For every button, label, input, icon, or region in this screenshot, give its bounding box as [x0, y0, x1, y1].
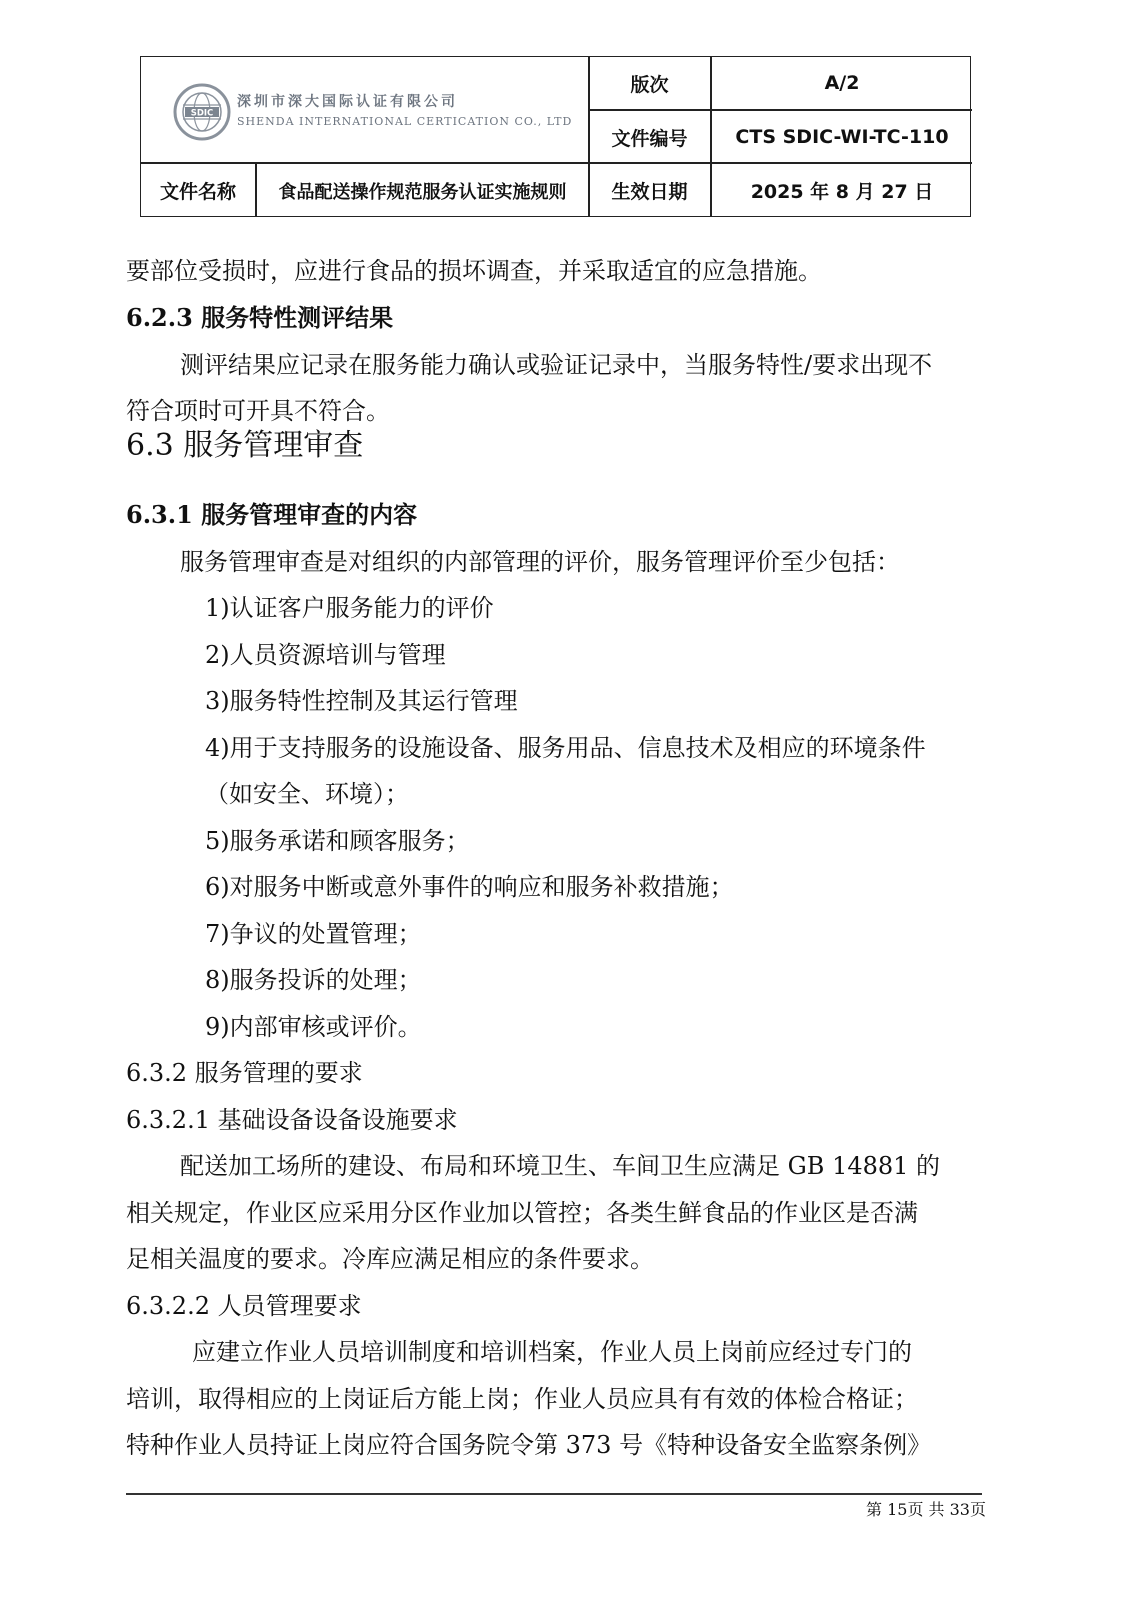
- heading-6-2-3: 6.2.3 服务特性测评结果: [126, 303, 394, 332]
- version-value: A/2: [824, 72, 860, 94]
- paragraph-continuation: 要部位受损时，应进行食品的损坏调查，并采取适宜的应急措施。: [126, 257, 822, 285]
- list-item: 9)内部审核或评价。: [205, 1013, 422, 1041]
- paragraph-6-3-2-1-line-2: 相关规定，作业区应采用分区作业加以管控；各类生鲜食品的作业区是否满: [126, 1199, 918, 1227]
- page-number: 第 15页 共 33页: [866, 1500, 986, 1519]
- company-logo-cell: [141, 57, 589, 163]
- list-item-continuation: （如安全、环境）；: [205, 780, 409, 808]
- company-name-cn: 深圳市深大国际认证有限公司: [237, 94, 458, 110]
- heading-6-3: 6.3 服务管理审查: [126, 428, 364, 463]
- list-item: 6)对服务中断或意外事件的响应和服务补救措施；: [205, 873, 734, 901]
- list-item: 1)认证客户服务能力的评价: [205, 594, 494, 622]
- paragraph-6-3-2-2-line-1: 应建立作业人员培训制度和培训档案，作业人员上岗前应经过专门的: [192, 1338, 912, 1366]
- paragraph-6-3-2-2-line-2: 培训，取得相应的上岗证后方能上岗；作业人员应具有有效的体检合格证；: [126, 1385, 918, 1413]
- paragraph-6-3-2-1-line-3: 足相关温度的要求。冷库应满足相应的条件要求。: [126, 1245, 654, 1273]
- list-item: 3)服务特性控制及其运行管理: [205, 687, 518, 715]
- effective-date-label: 生效日期: [611, 181, 688, 203]
- company-seal-icon: [173, 83, 231, 141]
- heading-6-3-2: 6.3.2 服务管理的要求: [126, 1059, 363, 1087]
- paragraph-6-3-1: 服务管理审查是对组织的内部管理的评价，服务管理评价至少包括：: [180, 548, 900, 576]
- heading-6-3-1: 6.3.1 服务管理审查的内容: [126, 500, 418, 529]
- company-name-en: SHENDA INTERNATIONAL CERTICATION CO., LTD: [237, 115, 573, 128]
- doc-name-value: 食品配送操作规范服务认证实施规则: [278, 181, 567, 203]
- document-header-table: [140, 56, 971, 217]
- list-item: 8)服务投诉的处理；: [205, 966, 422, 994]
- list-item: 5)服务承诺和顾客服务；: [205, 827, 470, 855]
- logo-text: SDIC: [190, 108, 214, 119]
- doc-number-label: 文件编号: [611, 127, 688, 150]
- list-item: 4)用于支持服务的设施设备、服务用品、信息技术及相应的环境条件: [205, 734, 926, 762]
- heading-6-3-2-2: 6.3.2.2 人员管理要求: [126, 1292, 362, 1320]
- paragraph-6-2-3-line-1: 测评结果应记录在服务能力确认或验证记录中，当服务特性/要求出现不: [180, 351, 933, 379]
- doc-number-value: CTS SDIC-WI-TC-110: [735, 126, 949, 148]
- doc-name-label: 文件名称: [159, 181, 236, 203]
- paragraph-6-3-2-1-line-1: 配送加工场所的建设、布局和环境卫生、车间卫生应满足 GB 14881 的: [180, 1152, 941, 1180]
- paragraph-6-2-3-line-2: 符合项时可开具不符合。: [126, 397, 390, 425]
- footer-rule: [126, 1493, 982, 1495]
- heading-6-3-2-1: 6.3.2.1 基础设备设备设施要求: [126, 1106, 458, 1134]
- effective-date-value: 2025 年 8 月 27 日: [750, 181, 934, 203]
- version-label: 版次: [630, 73, 669, 96]
- list-item: 2)人员资源培训与管理: [205, 641, 446, 669]
- list-item: 7)争议的处置管理；: [205, 920, 422, 948]
- paragraph-6-3-2-2-line-3: 特种作业人员持证上岗应符合国务院令第 373 号《特种设备安全监察条例》: [126, 1431, 932, 1459]
